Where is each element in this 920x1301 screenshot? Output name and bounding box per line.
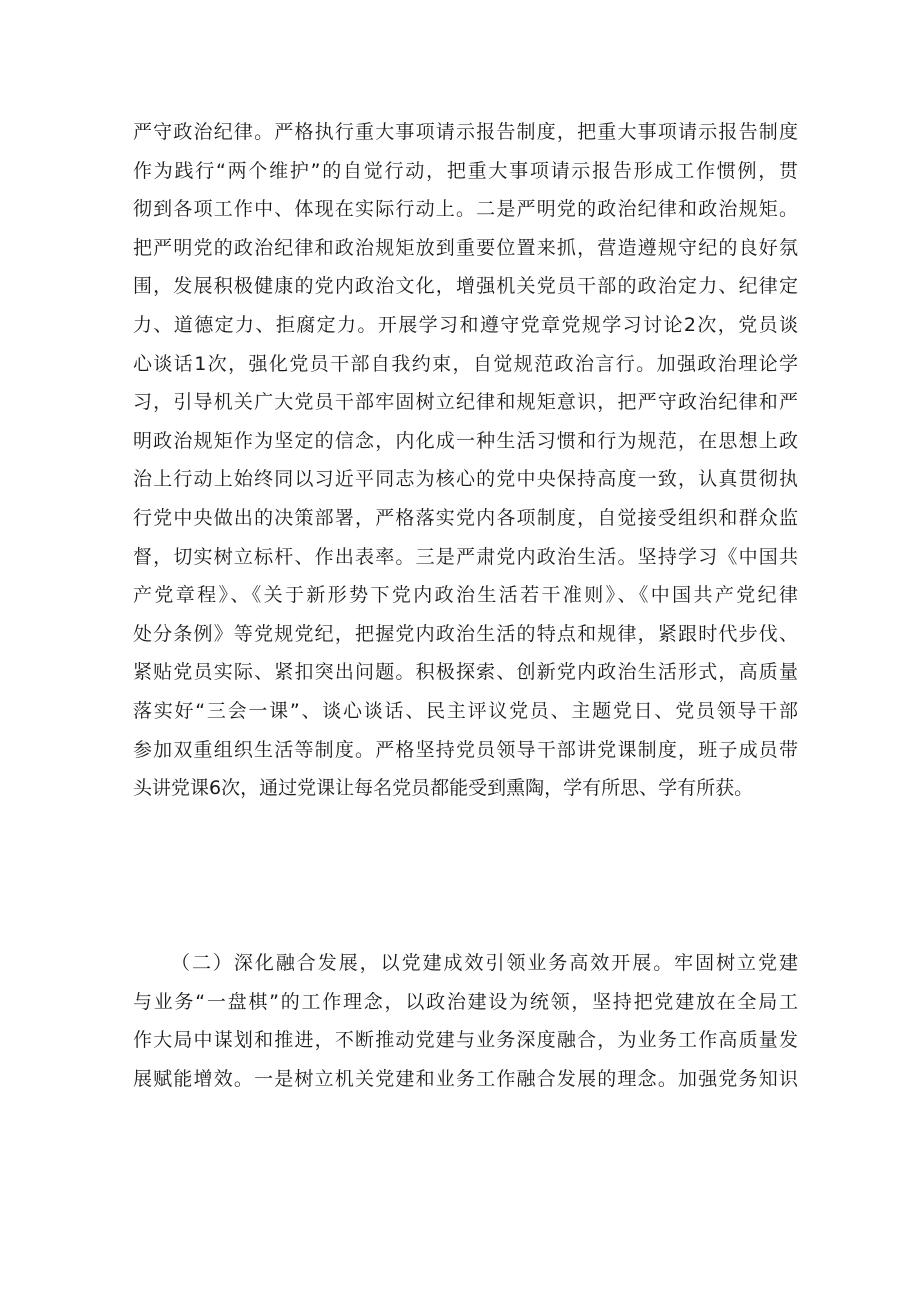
text-line: 督，切实树立标杆、作出表率。三是严肃党内政治生活。坚持学习《中国共 (133, 545, 798, 568)
text-line: 头讲党课6次，通过党课让每名党员都能受到熏陶，学有所思、学有所获。 (133, 777, 754, 800)
text-line: （二）深化融合发展，以党建成效引领业务高效开展。牢固树立党建 (171, 952, 798, 974)
text-line: 明政治规矩作为坚定的信念，内化成一种生活习惯和行为规范，在思想上政 (133, 429, 798, 452)
text-line: 紧贴党员实际、紧扣突出问题。积极探索、创新党内政治生活形式，高质量 (133, 661, 798, 684)
text-line: 与业务“一盘棋”的工作理念，以政治建设为统领，坚持把党建放在全局工 (133, 990, 798, 1013)
text-line: 落实好“三会一课”、谈心谈话、民主评议党员、主题党日、党员领导干部 (133, 699, 798, 722)
text-line: 彻到各项工作中、体现在实际行动上。二是严明党的政治纪律和政治规矩。 (133, 198, 798, 221)
text-line: 严守政治纪律。严格执行重大事项请示报告制度，把重大事项请示报告制度 (133, 121, 798, 143)
text-line: 力、道德定力、拒腐定力。开展学习和遵守党章党规学习讨论2次，党员谈 (133, 313, 798, 336)
paragraph-2 (133, 944, 798, 1098)
paragraph-1 (133, 113, 798, 808)
text-line: 心谈话1次，强化党员干部自我约束，自觉规范政治言行。加强政治理论学 (133, 352, 798, 375)
text-line: 习，引导机关广大党员干部牢固树立纪律和规矩意识，把严守政治纪律和严 (133, 391, 798, 414)
text-line: 参加双重组织生活等制度。严格坚持党员领导干部讲党课制度，班子成员带 (133, 738, 798, 761)
text-line: 展赋能增效。一是树立机关党建和业务工作融合发展的理念。加强党务知识 (133, 1067, 798, 1090)
text-line: 行党中央做出的决策部署，严格落实党内各项制度，自觉接受组织和群众监 (133, 506, 798, 529)
text-line: 把严明党的政治纪律和政治规矩放到重要位置来抓，营造遵规守纪的良好氛 (133, 236, 798, 259)
text-line: 围，发展积极健康的党内政治文化，增强机关党员干部的政治定力、纪律定 (133, 275, 798, 298)
text-line: 产党章程》、《关于新形势下党内政治生活若干准则》、《中国共产党纪律 (133, 584, 798, 607)
text-line: 作大局中谋划和推进，不断推动党建与业务深度融合，为业务工作高质量发 (133, 1029, 798, 1052)
text-line: 治上行动上始终同以习近平同志为核心的党中央保持高度一致，认真贯彻执 (133, 468, 798, 491)
text-line: 处分条例》等党规党纪，把握党内政治生活的特点和规律，紧跟时代步伐、 (133, 622, 798, 645)
text-line: 作为践行“两个维护”的自觉行动，把重大事项请示报告形成工作惯例，贯 (133, 159, 798, 182)
